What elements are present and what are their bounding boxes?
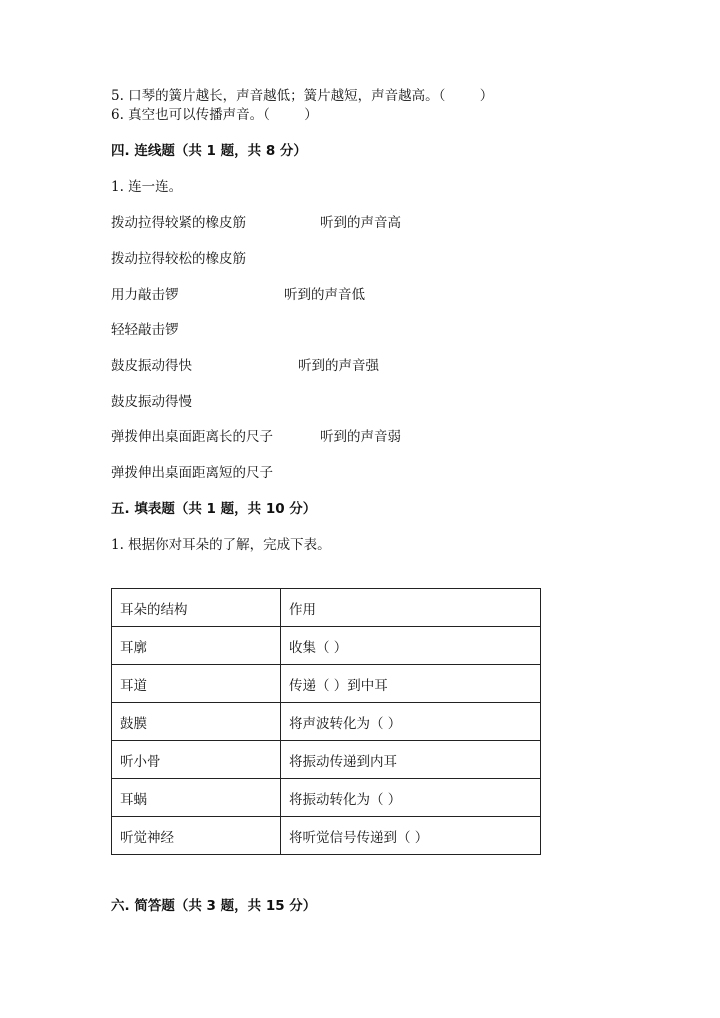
match-right-item: 听到的声音低	[284, 287, 365, 303]
table-cell: 耳道	[112, 665, 281, 703]
table-cell: 听小骨	[112, 741, 281, 779]
table-cell: 将听觉信号传递到（ ）	[281, 817, 541, 855]
match-left-item: 弹拨伸出桌面距离长的尺子	[111, 429, 273, 445]
match-right-item: 听到的声音弱	[320, 429, 401, 445]
section5-heading: 五. 填表题（共 1 题，共 10 分）	[111, 501, 317, 517]
match-left-item: 轻轻敲击锣	[111, 322, 179, 338]
match-left-item: 拨动拉得较紧的橡皮筋	[111, 215, 246, 231]
table-cell: 听觉神经	[112, 817, 281, 855]
match-right-item: 听到的声音强	[298, 358, 379, 374]
table-row	[112, 589, 541, 627]
table-row	[112, 817, 541, 855]
table-cell: 将声波转化为（ ）	[281, 703, 541, 741]
table-header-cell: 耳朵的结构	[112, 589, 281, 627]
section6-heading: 六. 简答题（共 3 题，共 15 分）	[111, 898, 317, 914]
table-row	[112, 703, 541, 741]
table-cell: 耳蜗	[112, 779, 281, 817]
judgement-q5: 5. 口琴的簧片越长，声音越低；簧片越短，声音越高。（ ）	[111, 88, 494, 104]
table-row	[112, 627, 541, 665]
section4-heading: 四. 连线题（共 1 题，共 8 分）	[111, 143, 307, 159]
match-left-item: 拨动拉得较松的橡皮筋	[111, 251, 246, 267]
table-row	[112, 665, 541, 703]
match-left-item: 鼓皮振动得慢	[111, 394, 192, 410]
match-left-item: 用力敲击锣	[111, 287, 179, 303]
match-left-item: 弹拨伸出桌面距离短的尺子	[111, 465, 273, 481]
match-left-item: 鼓皮振动得快	[111, 358, 192, 374]
table-header-cell: 作用	[281, 589, 541, 627]
table-row	[112, 779, 541, 817]
table-cell: 将振动传递到内耳	[281, 741, 541, 779]
match-right-item: 听到的声音高	[320, 215, 401, 231]
table-cell: 传递（ ）到中耳	[281, 665, 541, 703]
table-cell: 鼓膜	[112, 703, 281, 741]
table-cell: 收集（ ）	[281, 627, 541, 665]
section5-question: 1. 根据你对耳朵的了解，完成下表。	[111, 537, 331, 553]
table-cell: 耳廓	[112, 627, 281, 665]
table-row	[112, 741, 541, 779]
ear-structure-table	[111, 588, 541, 855]
table-cell: 将振动转化为（ ）	[281, 779, 541, 817]
section4-question: 1. 连一连。	[111, 179, 183, 195]
judgement-q6: 6. 真空也可以传播声音。（ ）	[111, 107, 318, 123]
